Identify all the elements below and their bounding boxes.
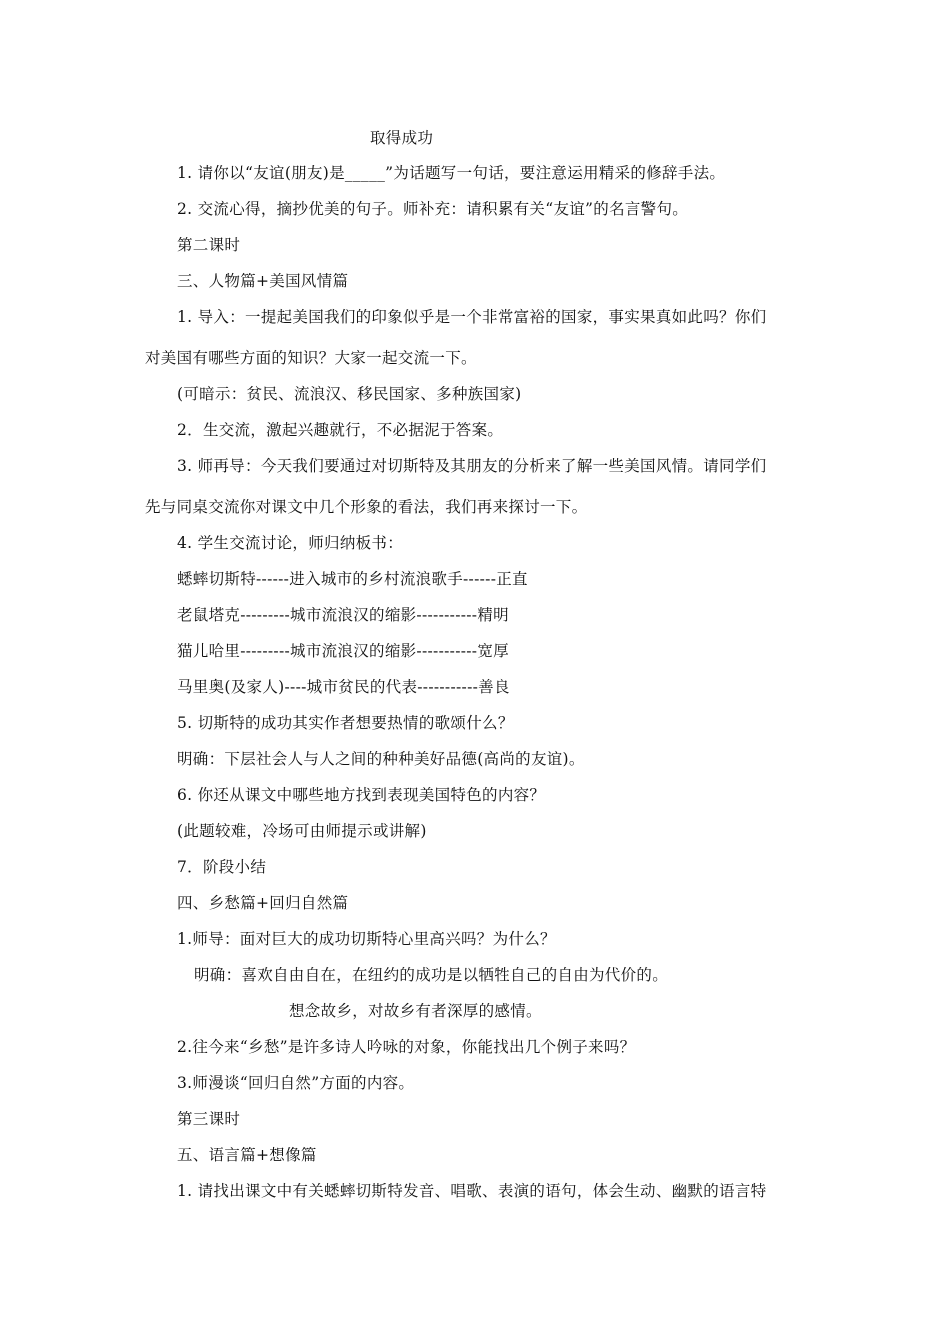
board-line-mario: 马里奥(及家人)----城市贫民的代表-----------善良: [177, 678, 510, 696]
intro-line-2: 对美国有哪些方面的知识？大家一起交流一下。: [145, 349, 477, 367]
guide-line-1: 3. 师再导：今天我们要通过对切斯特及其朋友的分析来了解一些美国风情。请同学们: [177, 457, 767, 475]
summary-line: 7．阶段小结: [177, 858, 267, 876]
section-5-heading: 五、语言篇+想像篇: [177, 1146, 317, 1164]
hint-line: (可暗示：贫民、流浪汉、移民国家、多种族国家): [177, 385, 522, 403]
teacher-guide-line: 1.师导：面对巨大的成功切斯特心里高兴吗？为什么？: [177, 930, 556, 948]
lesson-3-heading: 第三课时: [177, 1110, 241, 1128]
language-task-line: 1. 请找出课文中有关蟋蟀切斯特发音、唱歌、表演的语句，体会生动、幽默的语言特: [177, 1182, 767, 1200]
section-3-heading: 三、人物篇+美国风情篇: [177, 272, 349, 290]
clarify-line-1: 明确：喜欢自由自在，在纽约的成功是以牺牲自己的自由为代价的。: [194, 966, 669, 984]
intro-line-1: 1. 导入：一提起美国我们的印象似乎是一个非常富裕的国家，事实果真如此吗？你们: [177, 308, 767, 326]
board-line-chester: 蟋蟀切斯特------进入城市的乡村流浪歌手------正直: [177, 570, 528, 588]
question-5-line: 5. 切斯特的成功其实作者想要热情的歌颂什么？: [177, 714, 514, 732]
guide-line-2: 先与同桌交流你对课文中几个形象的看法，我们再来探讨一下。: [145, 498, 588, 516]
student-exchange-line: 2．生交流，激起兴趣就行，不必据泥于答案。: [177, 421, 504, 439]
discussion-line: 4. 学生交流讨论，师归纳板书：: [177, 534, 404, 552]
clarify-line-2: 想念故乡，对故乡有者深厚的感情。: [289, 1002, 542, 1020]
question-6-line: 6. 你还从课文中哪些地方找到表现美国特色的内容？: [177, 786, 546, 804]
continuation-line: 取得成功: [370, 129, 434, 147]
nature-line: 3.师漫谈“回归自然”方面的内容。: [177, 1074, 415, 1092]
board-line-harry: 猫儿哈里---------城市流浪汉的缩影-----------宽厚: [177, 642, 509, 660]
section-4-heading: 四、乡愁篇+回归自然篇: [177, 894, 349, 912]
nostalgia-line: 2.往今来“乡愁”是许多诗人吟咏的对象，你能找出几个例子来吗？: [177, 1038, 636, 1056]
question-2-line: 2. 交流心得，摘抄优美的句子。师补充：请积累有关“友谊”的名言警句。: [177, 200, 689, 218]
answer-5-line: 明确：下层社会人与人之间的种种美好品德(高尚的友谊)。: [177, 750, 585, 768]
note-6-line: (此题较难，冷场可由师提示或讲解): [177, 822, 427, 840]
board-line-tucker: 老鼠塔克---------城市流浪汉的缩影-----------精明: [177, 606, 509, 624]
lesson-2-heading: 第二课时: [177, 236, 241, 254]
question-1-line: 1. 请你以“友谊(朋友)是_____”为话题写一句话，要注意运用精采的修辞手法。: [177, 164, 726, 182]
